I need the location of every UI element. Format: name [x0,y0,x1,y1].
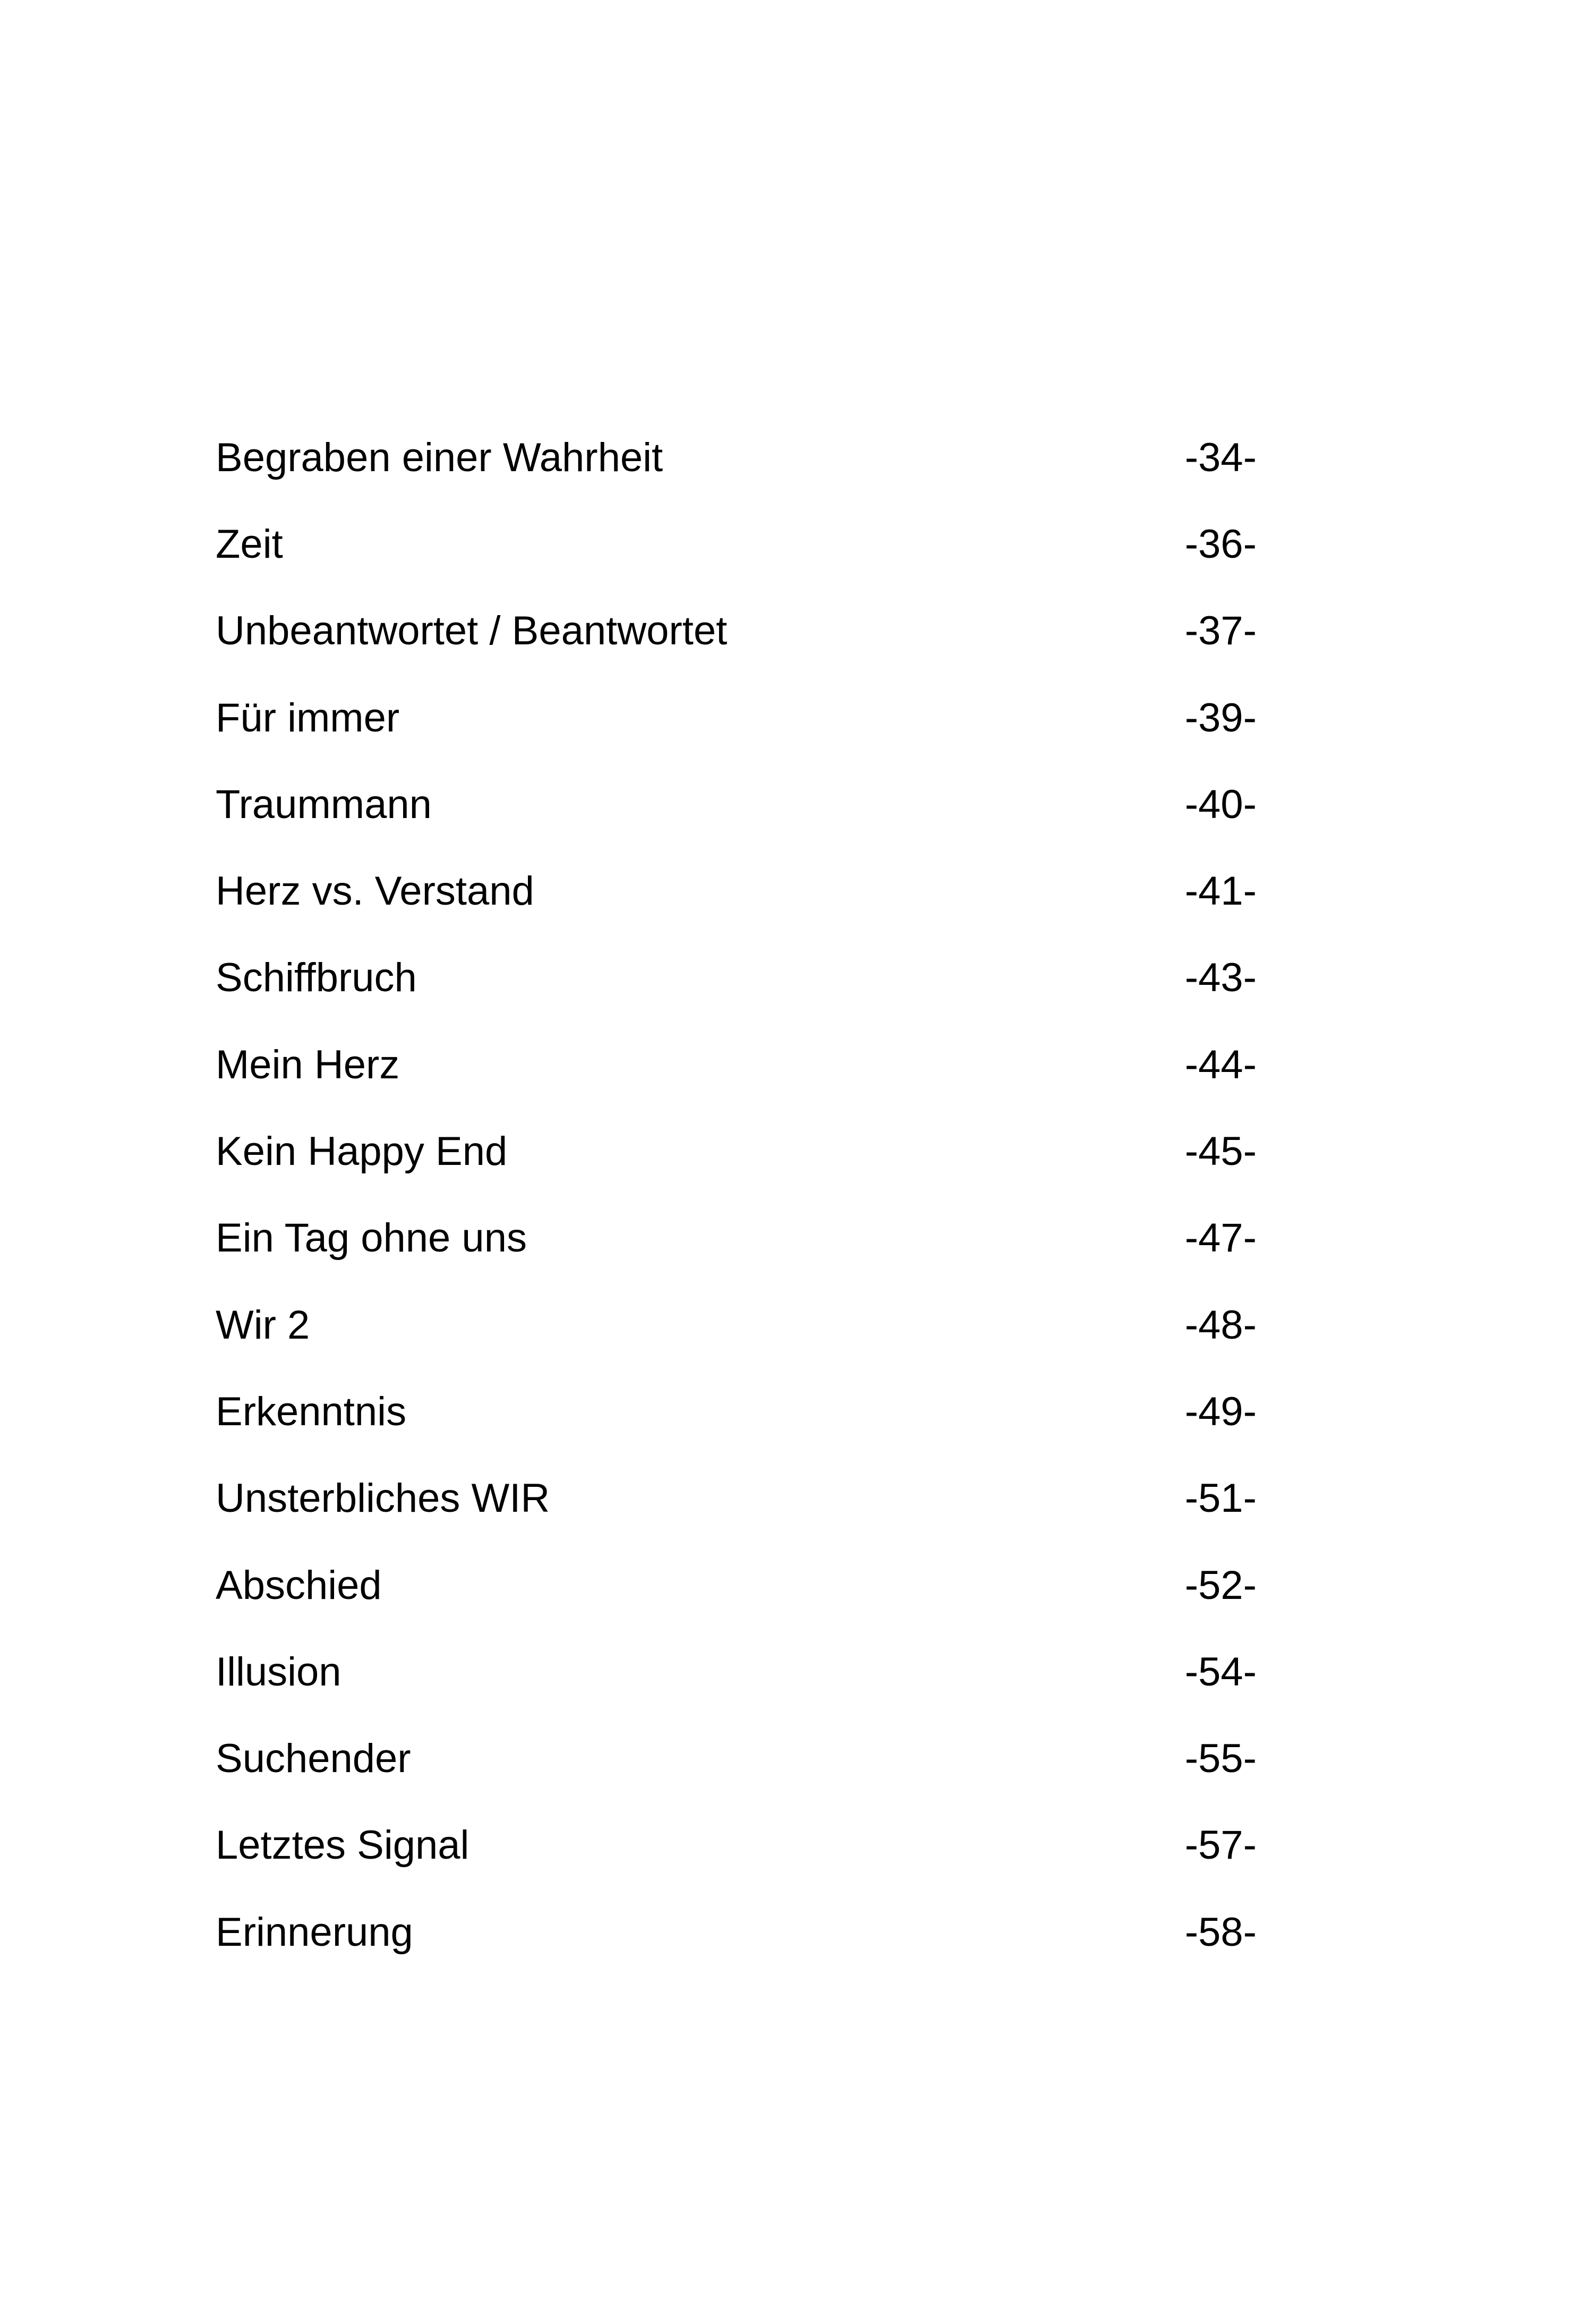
toc-entry-title: Mein Herz [216,1042,400,1087]
toc-entry-page-number: -55- [1184,1736,1257,1782]
toc-entry-title: Letztes Signal [216,1823,469,1868]
toc-entry [216,1629,1257,1715]
toc-entry-page-number: -52- [1184,1562,1257,1608]
toc-entry-page-number: -41- [1184,869,1257,914]
toc-entry-page-number: -57- [1184,1823,1257,1868]
toc-entry [216,935,1257,1021]
toc-entry [216,1368,1257,1455]
toc-entry-title: Kein Happy End [216,1129,508,1174]
toc-entry [216,1889,1257,1976]
toc-entry-page-number: -48- [1184,1302,1257,1348]
toc-entry [216,848,1257,934]
toc-entry [216,1715,1257,1802]
toc-entry-page-number: -49- [1184,1389,1257,1434]
toc-entry [216,588,1257,675]
toc-entry-page-number: -54- [1184,1649,1257,1695]
toc-entry [216,501,1257,588]
toc-entry-page-number: -43- [1184,955,1257,1001]
toc-entry-title: Wir 2 [216,1302,310,1348]
toc-entry-title: Erkenntnis [216,1389,407,1434]
toc-entry [216,1455,1257,1542]
toc-entry [216,1802,1257,1889]
toc-entry-title: Unsterbliches WIR [216,1476,550,1521]
toc-entry-title: Abschied [216,1562,382,1608]
toc-entry-page-number: -44- [1184,1042,1257,1087]
toc-entry [216,1108,1257,1195]
toc-entry-page-number: -40- [1184,781,1257,827]
toc-entry-title: Zeit [216,521,283,567]
toc-entry-page-number: -45- [1184,1129,1257,1174]
toc-entry [216,1195,1257,1282]
toc-entry-page-number: -51- [1184,1476,1257,1521]
toc-entry-title: Unbeantwortet / Beantwortet [216,608,728,654]
toc-entry [216,675,1257,761]
toc-entry-title: Schiffbruch [216,955,417,1001]
table-of-contents [216,414,1257,1976]
toc-entry-page-number: -37- [1184,608,1257,654]
toc-entry-page-number: -47- [1184,1215,1257,1261]
toc-entry [216,761,1257,848]
toc-entry-title: Erinnerung [216,1909,413,1955]
toc-entry [216,414,1257,501]
toc-entry-title: Illusion [216,1649,341,1695]
toc-entry-title: Für immer [216,695,400,740]
toc-entry [216,1282,1257,1368]
toc-entry [216,1542,1257,1629]
toc-entry-page-number: -36- [1184,521,1257,567]
toc-entry-page-number: -34- [1184,435,1257,480]
toc-entry-title: Traummann [216,781,432,827]
toc-entry-title: Herz vs. Verstand [216,869,534,914]
toc-entry-page-number: -39- [1184,695,1257,740]
toc-entry-title: Begraben einer Wahrheit [216,435,663,480]
toc-entry-title: Ein Tag ohne uns [216,1215,527,1261]
toc-entry-page-number: -58- [1184,1909,1257,1955]
toc-entry [216,1021,1257,1108]
toc-entry-title: Suchender [216,1736,411,1782]
